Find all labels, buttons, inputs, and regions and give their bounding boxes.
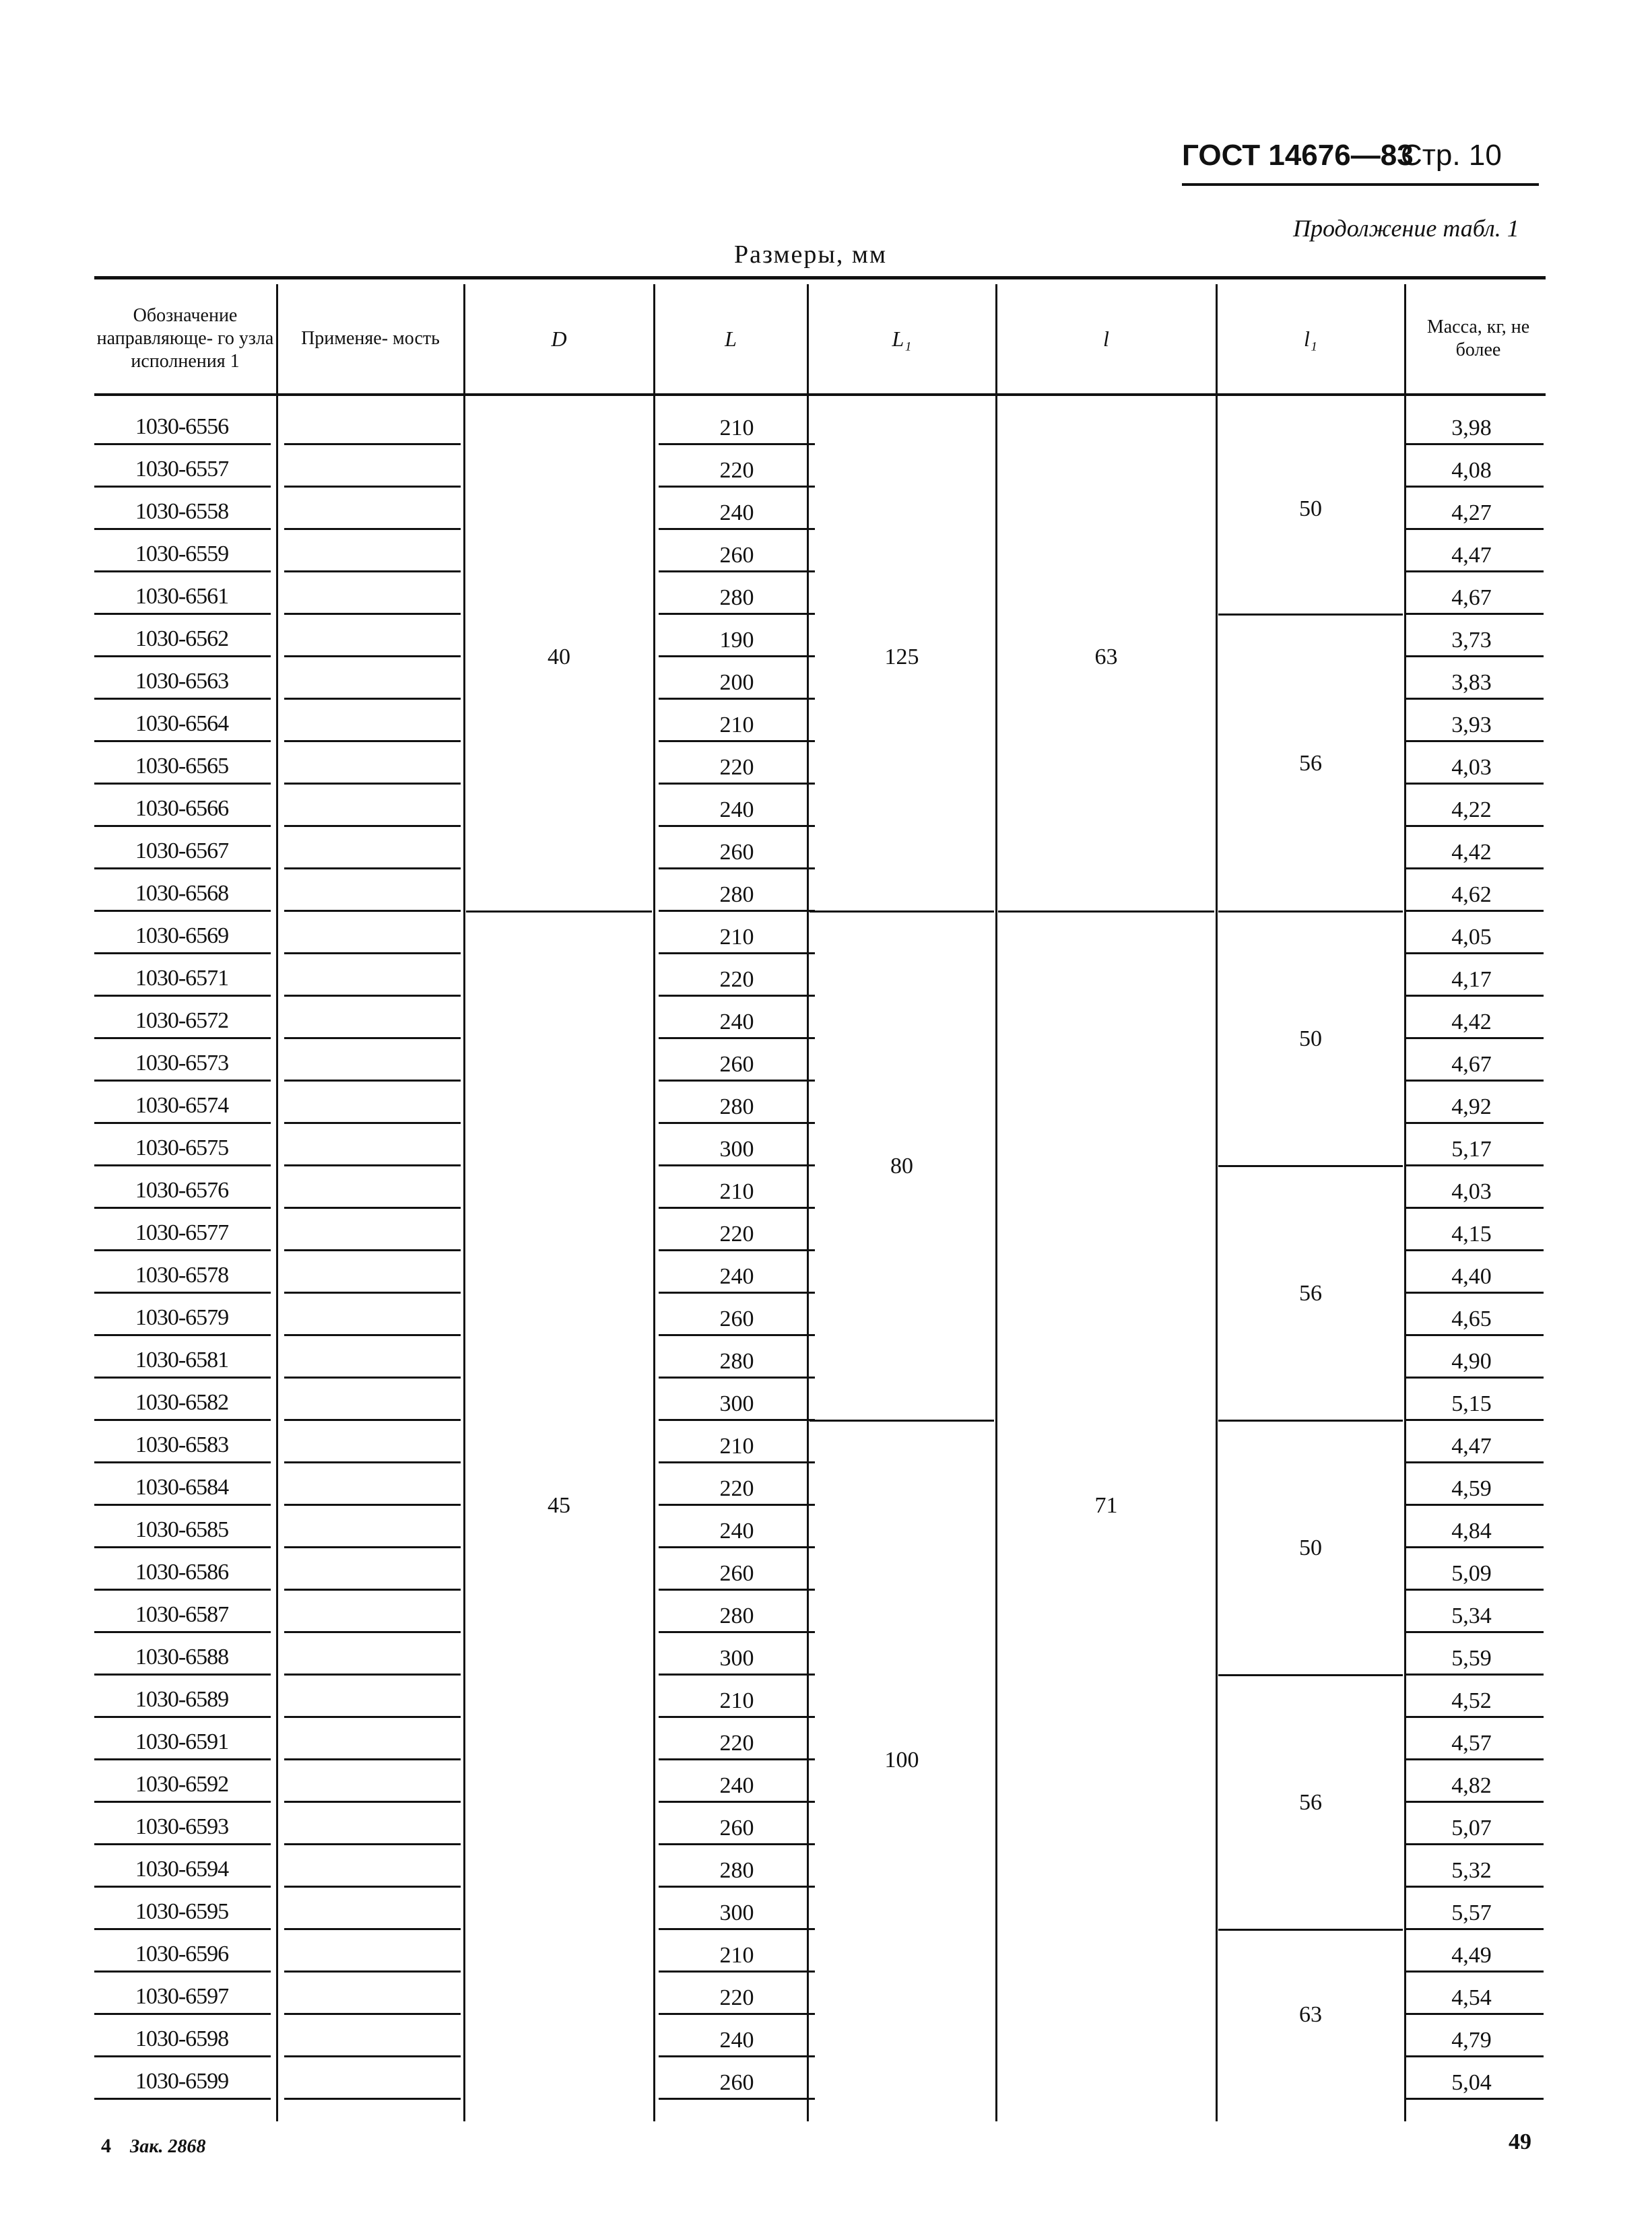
merged-cell-l1: 80 xyxy=(890,1154,913,1179)
table-caption: Размеры, мм xyxy=(734,240,888,269)
cell-l-length: 220 xyxy=(719,967,754,992)
cell-designation: 1030-6566 xyxy=(135,796,229,821)
cell-mass: 4,84 xyxy=(1451,1519,1492,1544)
cell-designation: 1030-6567 xyxy=(135,838,229,863)
merged-cell-l1: 56 xyxy=(1299,1281,1322,1306)
cell-designation: 1030-6587 xyxy=(135,1602,229,1627)
cell-designation: 1030-6581 xyxy=(135,1348,229,1372)
header-underline xyxy=(1182,183,1539,186)
cell-mass: 4,15 xyxy=(1451,1222,1492,1247)
col-header-l-small: l xyxy=(1103,326,1109,351)
cell-l-length: 280 xyxy=(719,1603,754,1628)
cell-mass: 3,98 xyxy=(1451,416,1492,440)
cell-designation: 1030-6574 xyxy=(135,1093,229,1118)
cell-mass: 5,32 xyxy=(1451,1858,1492,1883)
cell-mass: 4,08 xyxy=(1451,458,1492,483)
cell-designation: 1030-6583 xyxy=(135,1432,229,1457)
merged-cell-l1: 50 xyxy=(1299,1535,1322,1560)
cell-l-length: 210 xyxy=(719,713,754,737)
cell-mass: 4,17 xyxy=(1451,967,1492,992)
cell-designation: 1030-6576 xyxy=(135,1178,229,1203)
cell-l-length: 220 xyxy=(719,1222,754,1247)
cell-l-length: 190 xyxy=(719,628,754,653)
cell-designation: 1030-6596 xyxy=(135,1942,229,1966)
cell-designation: 1030-6564 xyxy=(135,711,229,736)
footer-page-number: 49 xyxy=(1509,2129,1531,2154)
cell-designation: 1030-6563 xyxy=(135,669,229,694)
page-label: Стр. 10 xyxy=(1401,139,1502,172)
cell-l-length: 300 xyxy=(719,1900,754,1925)
standard-header xyxy=(1182,139,1546,186)
merged-cell-l1: 125 xyxy=(884,644,919,669)
cell-mass: 4,42 xyxy=(1451,1009,1492,1034)
table-top-rule xyxy=(94,276,1546,279)
cell-mass: 3,93 xyxy=(1451,713,1492,737)
cell-designation: 1030-6582 xyxy=(135,1390,229,1415)
merged-cell-l: 63 xyxy=(1094,644,1118,669)
cell-mass: 4,52 xyxy=(1451,1688,1492,1713)
cell-mass: 4,47 xyxy=(1451,1434,1492,1459)
cell-mass: 5,57 xyxy=(1451,1900,1492,1925)
cell-l-length: 220 xyxy=(719,1731,754,1756)
cell-mass: 4,57 xyxy=(1451,1731,1492,1756)
cell-designation: 1030-6589 xyxy=(135,1687,229,1712)
cell-l-length: 300 xyxy=(719,1137,754,1162)
cell-l-length: 200 xyxy=(719,670,754,695)
cell-l-length: 240 xyxy=(719,2028,754,2053)
designation-underline xyxy=(94,2098,271,2100)
standard-number: ГОСТ 14676—83 xyxy=(1182,139,1414,172)
cell-designation: 1030-6584 xyxy=(135,1475,229,1500)
cell-mass: 3,83 xyxy=(1451,670,1492,695)
cell-designation: 1030-6599 xyxy=(135,2069,229,2094)
cell-mass: 5,04 xyxy=(1451,2070,1492,2095)
cell-designation: 1030-6579 xyxy=(135,1305,229,1330)
table-header-rule xyxy=(94,393,1546,396)
cell-mass: 4,40 xyxy=(1451,1264,1492,1289)
cell-mass: 5,34 xyxy=(1451,1603,1492,1628)
cell-designation: 1030-6578 xyxy=(135,1263,229,1288)
cell-mass: 5,07 xyxy=(1451,1816,1492,1841)
merged-cell-d: 40 xyxy=(548,644,570,669)
cell-l-length: 220 xyxy=(719,458,754,483)
cell-mass: 4,47 xyxy=(1451,543,1492,568)
cell-designation: 1030-6591 xyxy=(135,1729,229,1754)
cell-designation: 1030-6569 xyxy=(135,923,229,948)
col-header-l1-length: L₁ xyxy=(892,326,912,351)
cell-l-length: 220 xyxy=(719,1476,754,1501)
merged-cell-l1: 100 xyxy=(884,1748,919,1773)
cell-l-length: 280 xyxy=(719,1858,754,1883)
cell-mass: 4,79 xyxy=(1451,2028,1492,2053)
cell-l-length: 240 xyxy=(719,500,754,525)
merged-cell-l1: 56 xyxy=(1299,1790,1322,1815)
cell-l-length: 240 xyxy=(719,1773,754,1798)
cell-mass: 4,59 xyxy=(1451,1476,1492,1501)
cell-designation: 1030-6565 xyxy=(135,754,229,779)
cell-designation: 1030-6556 xyxy=(135,414,229,439)
cell-l-length: 240 xyxy=(719,797,754,822)
l-length-underline xyxy=(659,2098,815,2100)
applicability-underline xyxy=(284,2098,461,2100)
cell-designation: 1030-6577 xyxy=(135,1220,229,1245)
footer-sheet-number: 4 xyxy=(101,2135,111,2157)
cell-mass: 4,05 xyxy=(1451,925,1492,950)
col-header-applicability: Применяе- мость xyxy=(301,327,440,349)
cell-designation: 1030-6558 xyxy=(135,499,229,524)
cell-designation: 1030-6559 xyxy=(135,541,229,566)
cell-designation: 1030-6562 xyxy=(135,626,229,651)
cell-l-length: 260 xyxy=(719,840,754,865)
cell-designation: 1030-6594 xyxy=(135,1857,229,1882)
cell-designation: 1030-6585 xyxy=(135,1517,229,1542)
merged-cell-l1: 50 xyxy=(1299,496,1322,521)
cell-mass: 5,59 xyxy=(1451,1646,1492,1671)
footer-print-info xyxy=(101,2135,205,2158)
merged-cell-l1: 50 xyxy=(1299,1026,1322,1051)
cell-l-length: 210 xyxy=(719,1688,754,1713)
cell-designation: 1030-6571 xyxy=(135,966,229,991)
cell-designation: 1030-6573 xyxy=(135,1051,229,1075)
cell-mass: 5,09 xyxy=(1451,1561,1492,1586)
cell-mass: 4,67 xyxy=(1451,1052,1492,1077)
cell-mass: 4,54 xyxy=(1451,1985,1492,2010)
col-header-l1-small: l₁ xyxy=(1303,326,1317,351)
cell-l-length: 280 xyxy=(719,585,754,610)
cell-designation: 1030-6561 xyxy=(135,584,229,609)
cell-l-length: 240 xyxy=(719,1009,754,1034)
cell-designation: 1030-6557 xyxy=(135,457,229,482)
cell-l-length: 260 xyxy=(719,1561,754,1586)
merged-cell-l1: 63 xyxy=(1299,2002,1322,2027)
cell-l-length: 280 xyxy=(719,1349,754,1374)
cell-mass: 4,22 xyxy=(1451,797,1492,822)
cell-mass: 4,03 xyxy=(1451,1179,1492,1204)
cell-designation: 1030-6568 xyxy=(135,881,229,906)
cell-l-length: 220 xyxy=(719,1985,754,2010)
cell-l-length: 210 xyxy=(719,925,754,950)
cell-mass: 4,90 xyxy=(1451,1349,1492,1374)
cell-designation: 1030-6592 xyxy=(135,1772,229,1797)
footer-order: Зак. 2868 xyxy=(130,2136,206,2157)
cell-designation: 1030-6597 xyxy=(135,1984,229,2009)
merged-cell-d: 45 xyxy=(548,1493,570,1518)
cell-mass: 4,49 xyxy=(1451,1943,1492,1968)
cell-l-length: 240 xyxy=(719,1519,754,1544)
cell-l-length: 280 xyxy=(719,1094,754,1119)
col-header-l-length: L xyxy=(725,326,737,351)
col-header-d: D xyxy=(551,326,567,351)
cell-l-length: 260 xyxy=(719,1052,754,1077)
cell-l-length: 280 xyxy=(719,882,754,907)
cell-mass: 5,15 xyxy=(1451,1391,1492,1416)
cell-l-length: 260 xyxy=(719,543,754,568)
cell-designation: 1030-6595 xyxy=(135,1899,229,1924)
cell-l-length: 210 xyxy=(719,416,754,440)
cell-l-length: 300 xyxy=(719,1646,754,1671)
cell-mass: 4,42 xyxy=(1451,840,1492,865)
cell-designation: 1030-6586 xyxy=(135,1560,229,1585)
cell-l-length: 240 xyxy=(719,1264,754,1289)
cell-l-length: 260 xyxy=(719,2070,754,2095)
cell-mass: 4,65 xyxy=(1451,1306,1492,1331)
mass-underline xyxy=(1405,2098,1544,2100)
cell-l-length: 210 xyxy=(719,1943,754,1968)
col-header-mass: Масса, кг, не более xyxy=(1426,316,1530,360)
cell-l-length: 210 xyxy=(719,1434,754,1459)
cell-mass: 4,03 xyxy=(1451,755,1492,780)
cell-mass: 3,73 xyxy=(1451,628,1492,653)
cell-mass: 4,27 xyxy=(1451,500,1492,525)
cell-designation: 1030-6593 xyxy=(135,1814,229,1839)
cell-designation: 1030-6575 xyxy=(135,1135,229,1160)
cell-l-length: 210 xyxy=(719,1179,754,1204)
cell-l-length: 300 xyxy=(719,1391,754,1416)
table-continuation-note: Продолжение табл. 1 xyxy=(1293,215,1519,242)
merged-cell-l1: 56 xyxy=(1299,750,1322,776)
cell-designation: 1030-6572 xyxy=(135,1008,229,1033)
merged-cell-l: 71 xyxy=(1094,1493,1118,1518)
cell-l-length: 260 xyxy=(719,1306,754,1331)
cell-l-length: 220 xyxy=(719,755,754,780)
cell-l-length: 260 xyxy=(719,1816,754,1841)
cell-mass: 4,67 xyxy=(1451,585,1492,610)
col-header-designation: Обозначение направляюще- го узла исполнения 1 xyxy=(96,304,274,372)
cell-designation: 1030-6598 xyxy=(135,2026,229,2051)
cell-mass: 4,62 xyxy=(1451,882,1492,907)
cell-mass: 5,17 xyxy=(1451,1137,1492,1162)
cell-designation: 1030-6588 xyxy=(135,1645,229,1669)
cell-mass: 4,92 xyxy=(1451,1094,1492,1119)
cell-mass: 4,82 xyxy=(1451,1773,1492,1798)
